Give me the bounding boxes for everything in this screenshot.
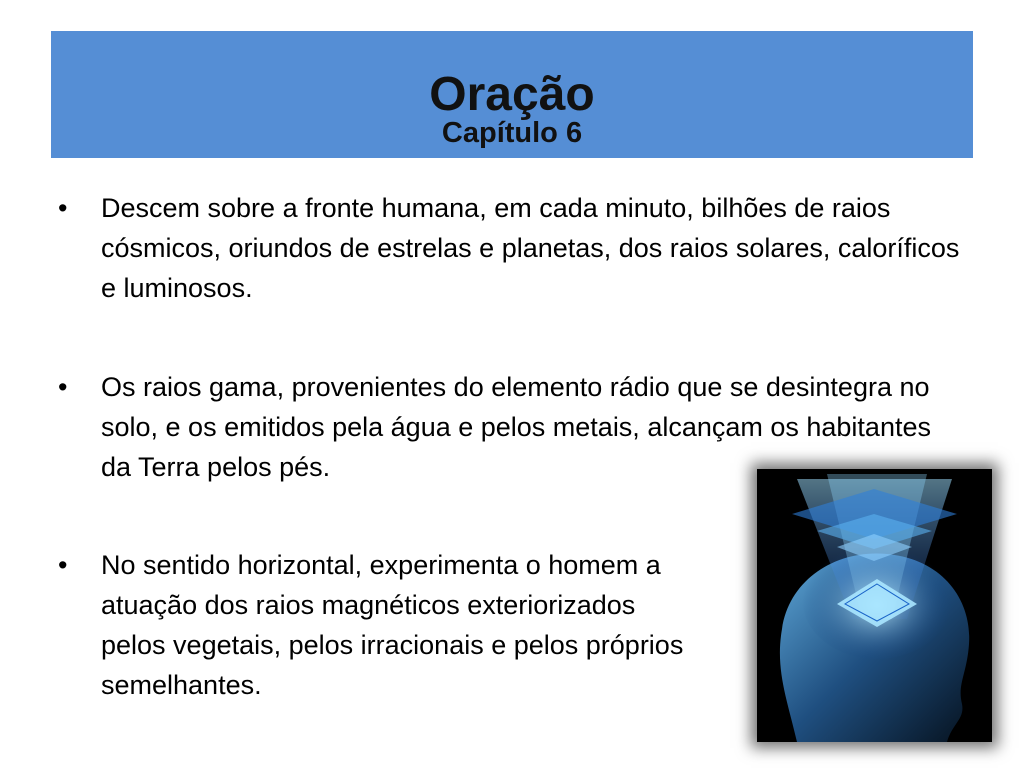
bullet-marker: • — [58, 550, 68, 580]
bullet-text: Descem sobre a fronte humana, em cada minuto, bilhões de raios cósmicos, oriundos de estrelas e planetas, dos raios solares, caloríficos e luminosos. — [101, 193, 960, 303]
title-bar — [51, 31, 973, 158]
slide-title: Oração — [429, 68, 595, 121]
head-with-digital-beams-illustration — [757, 469, 992, 742]
bullet-marker: • — [58, 372, 68, 402]
bullet-text: Os raios gama, provenientes do elemento rádio que se desintegra no solo, e os emitidos pela água e pelos metais, alcançam os habitantes da Terra pelos pés. — [101, 372, 931, 482]
bullet-text: No sentido horizontal, experimenta o homem a atuação dos raios magnéticos exteriorizados pelos vegetais, pelos irracionais e pelos próprios semelhantes. — [101, 550, 684, 700]
slide-subtitle: Capítulo 6 — [441, 117, 583, 149]
bullet-marker: • — [58, 193, 68, 223]
head-beams-image — [757, 469, 992, 742]
